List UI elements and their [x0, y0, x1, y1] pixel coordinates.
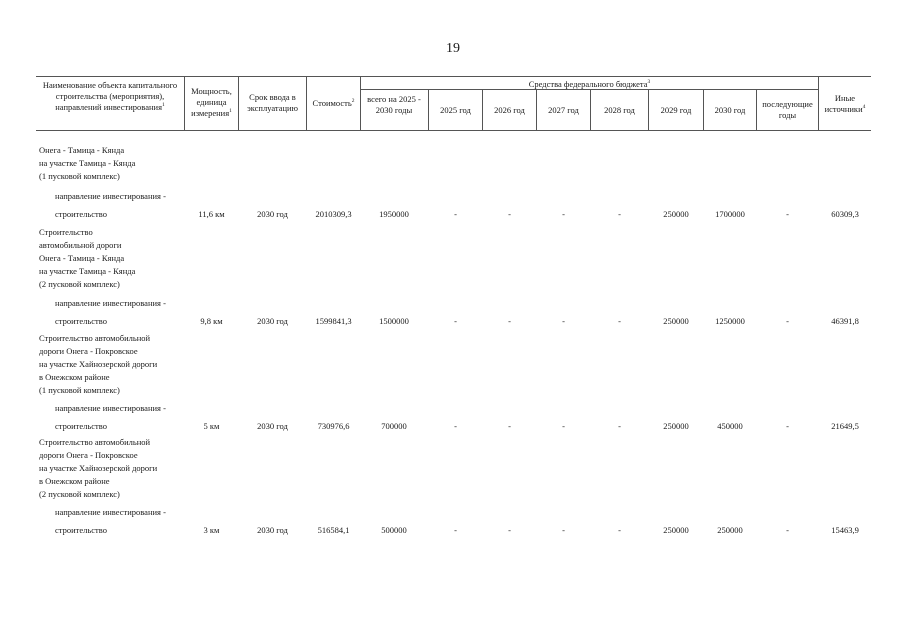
- cost-cell: 2010309,3: [315, 209, 352, 219]
- object-title-line: Строительство: [39, 227, 93, 237]
- y2027-cell: -: [562, 209, 565, 219]
- y2025-cell: -: [454, 421, 457, 431]
- header-cost-text: Стоимость: [312, 98, 352, 108]
- total-cell: 500000: [381, 525, 407, 535]
- footnote-3: 3: [647, 79, 651, 86]
- y2026-cell: -: [508, 525, 511, 535]
- y2025-cell: -: [454, 525, 457, 535]
- y2029-cell: 250000: [663, 421, 689, 431]
- subsequent-cell: -: [786, 209, 789, 219]
- header-subsequent: последующие годы: [762, 99, 813, 120]
- footnote-2: 2: [351, 98, 355, 105]
- y2025-cell: -: [454, 316, 457, 326]
- cost-cell: 730976,6: [317, 421, 350, 431]
- object-title-line: Строительство автомобильной: [39, 333, 151, 343]
- capacity-cell: 5 км: [203, 421, 220, 431]
- y2028-cell: -: [618, 209, 621, 219]
- object-title-line: (2 пусковой комплекс): [39, 489, 120, 499]
- object-title-line: (1 пусковой комплекс): [39, 385, 120, 395]
- commissioning-cell: 2030 год: [257, 421, 288, 431]
- object-title-line: на участке Тамица - Кянда: [39, 158, 136, 168]
- total-cell: 1500000: [379, 316, 409, 326]
- row-label: строительство: [55, 209, 107, 219]
- y2026-cell: -: [508, 421, 511, 431]
- other-cell: 46391,8: [831, 316, 859, 326]
- object-title-line: дороги Онега - Покровское: [39, 450, 138, 460]
- y2027-cell: -: [562, 525, 565, 535]
- other-cell: 60309,3: [831, 209, 859, 219]
- other-cell: 21649,5: [831, 421, 859, 431]
- y2028-cell: -: [618, 421, 621, 431]
- header-top-rule: [36, 76, 871, 77]
- header-other-text: Иные источники: [824, 93, 863, 114]
- object-title-line: (2 пусковой комплекс): [39, 279, 120, 289]
- header-2025: 2025 год: [440, 105, 471, 115]
- object-title-line: Строительство автомобильной: [39, 437, 151, 447]
- y2026-cell: -: [508, 209, 511, 219]
- header-other: [819, 93, 871, 115]
- header-federal-budget: [361, 79, 818, 90]
- other-cell: 15463,9: [831, 525, 859, 535]
- object-title-line: на участке Хайнозерской дороги: [39, 463, 158, 473]
- object-title-line: (1 пусковой комплекс): [39, 171, 120, 181]
- y2026-cell: -: [508, 316, 511, 326]
- direction-label: направление инвестирования -: [55, 403, 166, 413]
- y2029-cell: 250000: [663, 316, 689, 326]
- header-2028: 2028 год: [604, 105, 635, 115]
- object-title-line: на участке Тамица - Кянда: [39, 266, 136, 276]
- header-capacity-text: Мощность, единица измерения: [191, 86, 232, 118]
- y2027-cell: -: [562, 421, 565, 431]
- header-2026: 2026 год: [494, 105, 525, 115]
- direction-label: направление инвестирования -: [55, 298, 166, 308]
- y2030-cell: 1250000: [715, 316, 745, 326]
- cost-cell: 516584,1: [317, 525, 350, 535]
- header-federal-budget-text: Средства федерального бюджета: [528, 79, 648, 89]
- capacity-cell: 3 км: [203, 525, 220, 535]
- y2029-cell: 250000: [663, 209, 689, 219]
- y2028-cell: -: [618, 525, 621, 535]
- header-2030: 2030 год: [714, 105, 746, 115]
- header-2029: 2029 год: [660, 105, 692, 115]
- y2029-cell: 250000: [663, 525, 689, 535]
- cost-cell: 1599841,3: [315, 316, 352, 326]
- header-name: [38, 80, 182, 113]
- y2027-cell: -: [562, 316, 565, 326]
- total-cell: 700000: [381, 421, 407, 431]
- y2030-cell: 1700000: [715, 209, 745, 219]
- header-total: всего на 2025 - 2030 годы: [367, 94, 421, 115]
- header-capacity: [185, 86, 238, 119]
- object-title-line: Онега - Тамица - Кянда: [39, 253, 125, 263]
- subsequent-cell: -: [786, 421, 789, 431]
- page-number: 19: [446, 41, 460, 56]
- direction-label: направление инвестирования -: [55, 191, 166, 201]
- capacity-cell: 9,8 км: [200, 316, 223, 326]
- object-title-line: Онега - Тамица - Кянда: [39, 145, 125, 155]
- object-title-line: в Онежском районе: [39, 372, 110, 382]
- object-title-line: в Онежском районе: [39, 476, 110, 486]
- object-title-line: на участке Хайнозерской дороги: [39, 359, 158, 369]
- direction-label: направление инвестирования -: [55, 507, 166, 517]
- header-bottom-rule: [36, 130, 871, 131]
- row-label: строительство: [55, 525, 107, 535]
- capacity-cell: 11,6 км: [198, 209, 225, 219]
- total-cell: 1950000: [379, 209, 409, 219]
- object-title-line: автомобильной дороги: [39, 240, 122, 250]
- footnote-1: 1: [229, 108, 232, 115]
- row-label: строительство: [55, 421, 107, 431]
- footnote-4: 4: [862, 104, 866, 111]
- row-label: строительство: [55, 316, 107, 326]
- y2025-cell: -: [454, 209, 457, 219]
- commissioning-cell: 2030 год: [257, 525, 288, 535]
- header-name-text: Наименование объекта капитального строительства (мероприятия), направлений инвестирования: [42, 80, 178, 112]
- subsequent-cell: -: [786, 316, 789, 326]
- commissioning-cell: 2030 год: [257, 209, 288, 219]
- header-2027: 2027 год: [548, 105, 579, 115]
- commissioning-cell: 2030 год: [257, 316, 288, 326]
- header-cost: [307, 98, 360, 109]
- y2030-cell: 250000: [717, 525, 743, 535]
- y2030-cell: 450000: [717, 421, 743, 431]
- footnote-1: 1: [161, 102, 165, 109]
- y2028-cell: -: [618, 316, 621, 326]
- object-title-line: дороги Онега - Покровское: [39, 346, 138, 356]
- subsequent-cell: -: [786, 525, 789, 535]
- header-commissioning: Срок ввода в эксплуатацию: [247, 92, 298, 113]
